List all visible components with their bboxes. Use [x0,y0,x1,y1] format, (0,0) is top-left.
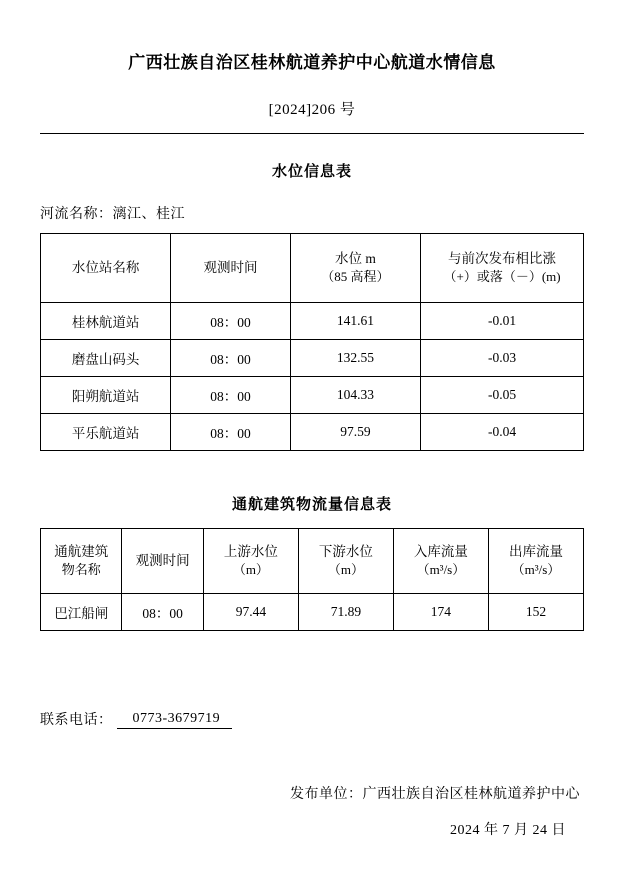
water-level-section-title: 水位信息表 [271,164,352,180]
section-spacer [40,451,584,493]
contact-phone-number: 0773-3679719 [117,711,233,729]
header-divider [40,133,584,134]
column-header-lock-time-main: 观测时间 [135,553,190,569]
cell-level: 141.61 [290,303,420,340]
cell-change: -0.04 [421,414,584,451]
column-header-downstream-sub: （m） [327,562,364,578]
cell-level: 104.33 [290,377,420,414]
table-row [41,303,584,340]
cell-lock-time: 08：00 [122,594,203,631]
column-header-level-main: 水位 m [334,250,376,266]
river-name-line: 河流名称：漓江、桂江 [40,207,185,222]
cell-outflow: 152 [488,594,583,631]
column-header-downstream-main: 下游水位 [318,543,373,559]
column-header-station-main: 水位站名称 [71,260,140,276]
column-header-station [41,234,171,303]
column-header-inflow [393,529,488,594]
column-header-change-sub: （+）或落（－）(m) [443,269,561,285]
water-level-table [40,233,584,451]
column-header-lock-name-main: 通航建筑 [54,543,109,559]
cell-change: -0.05 [421,377,584,414]
lock-title-spacer [40,514,584,528]
lock-section-title: 通航建筑物流量信息表 [231,497,392,513]
column-header-change [421,234,584,303]
cell-lock-name: 巴江船闸 [41,594,122,631]
cell-change: -0.03 [421,340,584,377]
table-header-row [41,529,584,594]
lock-flow-table [40,528,584,631]
publisher-line: 发布单位：广西壮族自治区桂林航道养护中心 [290,787,580,802]
column-header-level [290,234,420,303]
column-header-downstream [298,529,393,594]
cell-change: -0.01 [421,303,584,340]
column-header-lock-name [41,529,122,594]
column-header-outflow-main: 出库流量 [508,543,563,559]
cell-inflow: 174 [393,594,488,631]
cell-downstream: 71.89 [298,594,393,631]
column-header-lock-name-sub: 物名称 [61,562,101,578]
cell-time: 08：00 [171,340,290,377]
cell-station: 桂林航道站 [41,303,171,340]
cell-level: 97.59 [290,414,420,451]
contact-label: 联系电话： [40,713,113,728]
table-row [41,414,584,451]
column-header-time [171,234,290,303]
column-header-upstream-sub: （m） [232,562,269,578]
document-number: [2024]206 号 [268,102,356,118]
cell-time: 08：00 [171,377,290,414]
document-title: 广西壮族自治区桂林航道养护中心航道水情信息 [128,53,496,72]
column-header-change-main: 与前次发布相比涨 [448,250,557,266]
column-header-inflow-sub: （m³/s） [416,562,466,578]
table-row [41,377,584,414]
cell-station: 阳朔航道站 [41,377,171,414]
table-header-row [41,234,584,303]
column-header-outflow-sub: （m³/s） [511,562,561,578]
cell-upstream: 97.44 [203,594,298,631]
publish-date: 2024 年 7 月 24 日 [450,823,566,838]
table-row [41,340,584,377]
contact-row [40,709,584,729]
column-header-lock-time [122,529,203,594]
column-header-outflow [488,529,583,594]
table-row [41,594,584,631]
column-header-upstream-main: 上游水位 [223,543,278,559]
cell-station: 平乐航道站 [41,414,171,451]
column-header-inflow-main: 入库流量 [413,543,468,559]
cell-station: 磨盘山码头 [41,340,171,377]
cell-level: 132.55 [290,340,420,377]
cell-time: 08：00 [171,414,290,451]
cell-time: 08：00 [171,303,290,340]
column-header-time-main: 观测时间 [203,260,258,276]
column-header-level-sub: （85 高程） [321,269,390,285]
column-header-upstream [203,529,298,594]
